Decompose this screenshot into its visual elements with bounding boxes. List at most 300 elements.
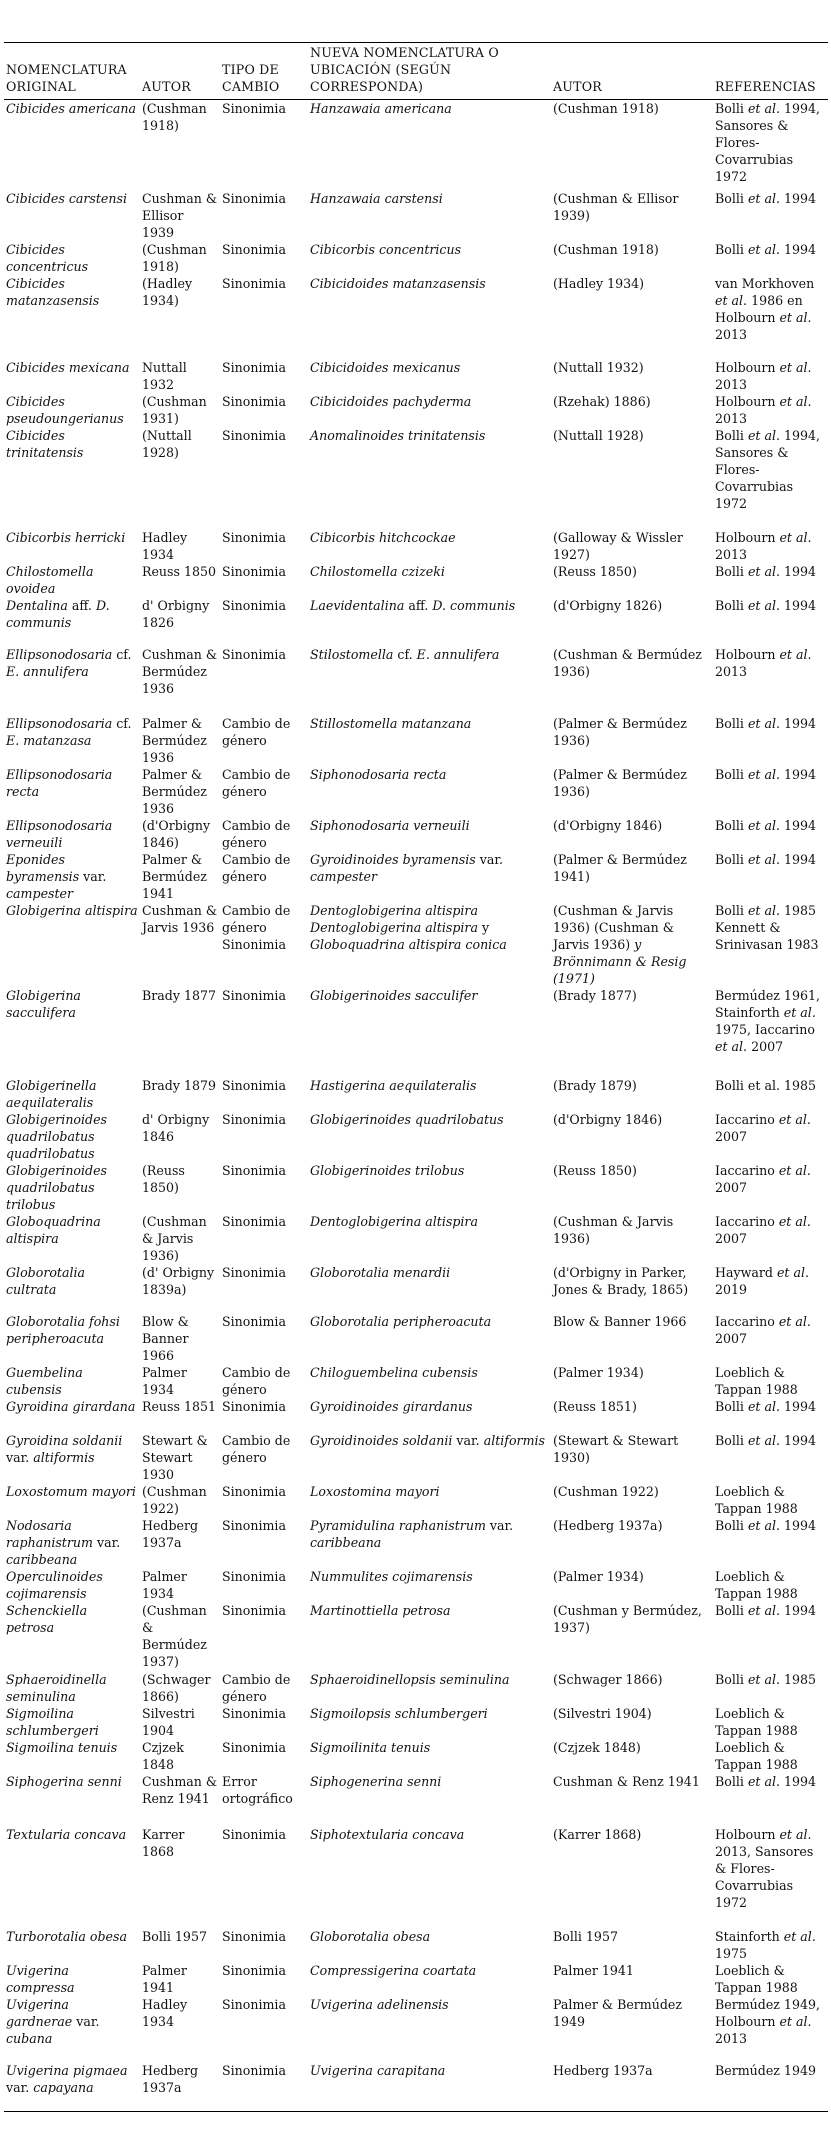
text-run: Globorotalia peripheroacuta — [310, 1313, 492, 1329]
text-run: Bolli — [715, 715, 748, 731]
text-run: et al. — [747, 597, 780, 613]
text-run: et al. — [747, 1398, 780, 1414]
cell-author: d' Orbigny 1846 — [142, 1111, 210, 1144]
cell-original — [4, 529, 140, 563]
text-run: altiformis — [33, 1449, 95, 1465]
text-run: et al. — [779, 1826, 812, 1842]
text-run: var. — [485, 1517, 514, 1533]
text-run: et al. — [747, 715, 780, 731]
text-run: 2007 — [747, 1038, 784, 1054]
cell-original — [4, 1671, 140, 1705]
cell-change-type: Cambio de género — [222, 715, 291, 748]
text-run: Globigerinella aequilateralis — [6, 1077, 97, 1110]
text-run: et al. — [778, 1111, 811, 1127]
table-row — [4, 766, 828, 817]
text-run: Iaccarino — [715, 1313, 779, 1329]
header-author: AUTOR — [140, 43, 220, 100]
cell-author: Cushman & Jarvis 1936 — [142, 902, 218, 935]
cell-author: Cushman & Ellisor 1939 — [142, 190, 218, 240]
table-row — [4, 275, 828, 359]
text-run: 2007 — [715, 1330, 748, 1346]
cell-new-nomenclature — [308, 817, 551, 851]
text-run: et al. — [747, 1517, 780, 1533]
text-run: caribbeana — [6, 1551, 78, 1567]
text-run: et al. — [747, 851, 780, 867]
text-run: 1994, Sansores & Flores-Covarrubias 1972 — [715, 101, 821, 184]
table-row — [4, 1111, 828, 1162]
cell-author: Hadley 1934 — [142, 1996, 188, 2029]
cell-references — [713, 1077, 828, 1111]
cell-references — [713, 529, 828, 563]
text-run: Globoquadrina altispira — [6, 1213, 101, 1246]
text-run: cf. — [112, 715, 132, 731]
cell-original — [4, 646, 140, 715]
cell-original — [4, 393, 140, 427]
cell-original — [4, 190, 140, 241]
table-row — [4, 1313, 828, 1364]
cell-author-new: (Cushman 1918) — [553, 241, 659, 257]
table-row — [4, 1398, 828, 1432]
text-run: var. — [79, 868, 107, 884]
cell-author-new: (Czjzek 1848) — [553, 1739, 641, 1755]
text-run: Loeblich & Tappan 1988 — [715, 1483, 798, 1516]
cell-new-nomenclature — [308, 2062, 551, 2112]
text-run: Dentoglobigerina altispira — [310, 1213, 478, 1229]
cell-references — [713, 1364, 828, 1398]
text-run: caribbeana — [310, 1534, 382, 1550]
cell-references — [713, 1264, 828, 1313]
cell-new-nomenclature — [308, 1483, 551, 1517]
table-row — [4, 1483, 828, 1517]
text-run: et al. — [715, 292, 748, 308]
table-row — [4, 1671, 828, 1705]
cell-author: Brady 1879 — [142, 1077, 217, 1093]
text-run: Anomalinoides trinitatensis — [310, 427, 486, 443]
cell-change-type: Sinonimia — [222, 275, 286, 291]
cell-original — [4, 100, 140, 190]
cell-references — [713, 902, 828, 987]
cell-original — [4, 1996, 140, 2062]
cell-original — [4, 427, 140, 529]
text-run: 2007 — [715, 1128, 748, 1144]
cell-new-nomenclature — [308, 1826, 551, 1928]
cell-original — [4, 1483, 140, 1517]
cell-references — [713, 1432, 828, 1483]
header-change-type: TIPO DE CAMBIO — [220, 43, 308, 100]
cell-references — [713, 1162, 828, 1213]
cell-author: (Cushman & Jarvis 1936) — [142, 1213, 207, 1263]
text-run: Bolli — [715, 817, 748, 833]
text-run: Bolli — [715, 1432, 748, 1448]
cell-author-new: (Hadley 1934) — [553, 275, 645, 291]
table-row — [4, 2062, 828, 2112]
text-run: Holbourn — [715, 359, 780, 375]
text-run: 1994 — [780, 1398, 817, 1414]
text-run: var. — [6, 2079, 34, 2095]
text-run: et al. — [779, 646, 812, 662]
text-run: Bolli — [715, 851, 748, 867]
cell-new-nomenclature — [308, 1264, 551, 1313]
cell-author-new: (Palmer 1934) — [553, 1568, 644, 1584]
text-run: Cibicidoides mexicanus — [310, 359, 461, 375]
table-row — [4, 902, 828, 987]
cell-change-type: Error ortográfico — [222, 1773, 293, 1806]
cell-new-nomenclature — [308, 987, 551, 1077]
text-run: (Cushman & Jarvis 1936) (Cushman & Jarvis 1936) — [553, 902, 674, 952]
text-run: Martinottiella petrosa — [310, 1602, 451, 1618]
text-run: Siphonodosaria verneuili — [310, 817, 470, 833]
cell-author-new: (Cushman y Bermúdez, 1937) — [553, 1602, 702, 1635]
cell-change-type: Sinonimia — [222, 1313, 286, 1329]
text-run: Stilostomella — [310, 646, 394, 662]
text-run: Ellipsonodosaria — [6, 646, 113, 662]
cell-author: (Reuss 1850) — [142, 1162, 185, 1195]
cell-author-new: (d'Orbigny 1846) — [553, 817, 663, 833]
text-run: Nummulites cojimarensis — [310, 1568, 473, 1584]
text-run: Loeblich & Tappan 1988 — [715, 1962, 798, 1995]
cell-author: (Cushman 1918) — [142, 101, 207, 133]
text-run: et al. — [776, 1264, 810, 1280]
text-run: Uvigerina compressa — [6, 1962, 75, 1995]
cell-change-type: Cambio de género — [222, 817, 291, 850]
cell-author: Palmer 1934 — [142, 1568, 187, 1601]
cell-author-new: (Silvestri 1904) — [553, 1705, 652, 1721]
text-run: Eponides byramensis — [6, 851, 80, 884]
table-row — [4, 1264, 828, 1313]
cell-change-type: Sinonimia — [222, 101, 286, 116]
text-run: Globorotalia cultrata — [6, 1264, 86, 1297]
cell-references — [713, 241, 828, 275]
cell-author: (Cushman & Bermúdez 1937) — [142, 1602, 207, 1669]
text-run: Iaccarino — [715, 1213, 779, 1229]
text-run: campester — [310, 868, 378, 884]
cell-change-type: Sinonimia — [222, 987, 286, 1003]
text-run: Textularia concava — [6, 1826, 127, 1842]
cell-references — [713, 359, 828, 393]
text-run: Dentalina — [6, 597, 68, 613]
cell-author: (Cushman 1922) — [142, 1483, 207, 1516]
text-run: 1975, Iaccarino — [715, 1021, 815, 1037]
cell-original — [4, 1739, 140, 1773]
table-row — [4, 1432, 828, 1483]
cell-references — [713, 2062, 828, 2112]
text-run: Globigerinoides quadrilobatus — [310, 1111, 504, 1127]
cell-author: Cushman & Renz 1941 — [142, 1773, 218, 1806]
text-run: Chilostomella ovoidea — [6, 563, 94, 596]
text-run: Iaccarino — [715, 1162, 779, 1178]
cell-new-nomenclature — [308, 1213, 551, 1264]
cell-original — [4, 902, 140, 987]
cell-change-type: Sinonimia — [222, 1826, 286, 1842]
cell-new-nomenclature — [308, 1705, 551, 1739]
cell-references — [713, 1483, 828, 1517]
text-run: et al. — [779, 529, 812, 545]
text-run: Guembelina cubensis — [6, 1364, 83, 1397]
cell-new-nomenclature — [308, 393, 551, 427]
text-run: 2013 — [715, 410, 748, 426]
cell-new-nomenclature — [308, 1739, 551, 1773]
cell-author: Cushman & Bermúdez 1936 — [142, 646, 218, 696]
cell-change-type: Sinonimia — [222, 190, 286, 206]
cell-author-new: (d'Orbigny 1846) — [553, 1111, 663, 1127]
cell-author-new: (Cushman 1922) — [553, 1483, 659, 1499]
cell-original — [4, 1826, 140, 1928]
cell-author: Reuss 1851 — [142, 1398, 217, 1414]
text-run: et al. — [747, 241, 780, 257]
cell-change-type: Sinonimia — [222, 1602, 286, 1618]
cell-change-type: Sinonimia — [222, 1517, 286, 1533]
cell-original — [4, 1773, 140, 1826]
cell-author-new: (Brady 1877) — [553, 987, 637, 1003]
cell-original — [4, 1313, 140, 1364]
cell-author: Bolli 1957 — [142, 1928, 207, 1944]
text-run: E. matanzasa — [6, 732, 92, 748]
cell-author: Palmer 1934 — [142, 1364, 187, 1397]
text-run: Bolli — [715, 1602, 748, 1618]
cell-author-new: (d'Orbigny 1826) — [553, 597, 663, 613]
cell-change-type: Sinonimia — [222, 1111, 286, 1127]
cell-new-nomenclature — [308, 427, 551, 529]
table-body — [4, 100, 828, 2112]
text-run: Sigmoilopsis schlumbergeri — [310, 1705, 488, 1721]
cell-new-nomenclature — [308, 1517, 551, 1568]
cell-references — [713, 1962, 828, 1996]
table-row — [4, 646, 828, 715]
cell-author: (Hadley 1934) — [142, 275, 193, 308]
text-run: Sigmoilinita tenuis — [310, 1739, 431, 1755]
text-run: Loeblich & Tappan 1988 — [715, 1568, 798, 1601]
text-run: 1985 Kennett & Srinivasan 1983 — [715, 902, 819, 952]
text-run: et al. — [747, 1773, 780, 1789]
cell-author-new: (Schwager 1866) — [553, 1671, 663, 1687]
cell-new-nomenclature — [308, 1313, 551, 1364]
text-run: Globigerinoides sacculifer — [310, 987, 478, 1003]
text-run: et al. — [747, 766, 780, 782]
cell-references — [713, 1602, 828, 1671]
text-run: Cibicidoides pachyderma — [310, 393, 472, 409]
cell-change-type: Sinonimia — [222, 1928, 286, 1944]
text-run: 1994 — [780, 817, 817, 833]
text-run: Globigerinoides quadrilobatus trilobus — [6, 1162, 108, 1212]
cell-author: Hedberg 1937a — [140, 2062, 220, 2112]
text-run: altiformis — [483, 1432, 546, 1448]
cell-original — [4, 1928, 140, 1962]
cell-change-type: Sinonimia — [222, 529, 286, 545]
text-run: Gyroidinoides byramensis — [310, 851, 476, 867]
cell-change-type: Sinonimia — [222, 1162, 286, 1178]
text-run: 1994 — [780, 851, 817, 867]
cell-author-new — [551, 902, 713, 987]
table-header-row — [4, 43, 828, 100]
cell-original — [4, 241, 140, 275]
text-run: Gyroidina soldanii — [6, 1432, 123, 1448]
cell-author-new: (Karrer 1868) — [553, 1826, 642, 1842]
text-run: D. communis — [432, 597, 516, 613]
cell-original — [4, 1517, 140, 1568]
cell-references — [713, 1671, 828, 1705]
cell-new-nomenclature — [308, 766, 551, 817]
cell-change-type: Sinonimia — [222, 1962, 286, 1978]
text-run: campester — [6, 885, 74, 901]
table-row — [4, 1568, 828, 1602]
cell-change-type: Sinonimia — [222, 1568, 286, 1584]
text-run: Cibicides carstensi — [6, 190, 127, 206]
cell-new-nomenclature — [308, 646, 551, 715]
text-run: Hanzawaia carstensi — [310, 190, 443, 206]
table-row — [4, 1077, 828, 1111]
cell-author-new: Palmer & Bermúdez 1949 — [553, 1996, 683, 2029]
table-row — [4, 597, 828, 646]
table-row — [4, 1773, 828, 1826]
text-run: Stainforth — [715, 1928, 784, 1944]
text-run: y — [477, 919, 490, 935]
cell-original — [4, 766, 140, 817]
table-row — [4, 1739, 828, 1773]
cell-new-nomenclature — [308, 1432, 551, 1483]
cell-author: Silvestri 1904 — [142, 1705, 195, 1738]
cell-original — [4, 1568, 140, 1602]
cell-original — [4, 715, 140, 766]
text-run: 1985 — [780, 1671, 817, 1687]
cell-author-new: (Cushman & Bermúdez 1936) — [553, 646, 702, 679]
text-run: Bolli — [715, 1398, 748, 1414]
text-run: et al. — [779, 2013, 812, 2029]
cell-author-new: (Stewart & Stewart 1930) — [553, 1432, 679, 1465]
cell-new-nomenclature — [308, 1962, 551, 1996]
text-run: Chiloguembelina cubensis — [310, 1364, 478, 1380]
text-run: 1986 en Holbourn — [715, 292, 803, 325]
text-run: et al. — [778, 1213, 811, 1229]
table-row — [4, 1996, 828, 2062]
text-run: Globigerinoides quadrilobatus quadrilobatus — [6, 1111, 108, 1161]
text-run: Cibicides mexicana — [6, 359, 130, 375]
text-run: Schenckiella petrosa — [6, 1602, 88, 1635]
cell-author-new: (Palmer & Bermúdez 1941) — [553, 851, 687, 884]
text-run: et al. — [779, 309, 812, 325]
table-row — [4, 1517, 828, 1568]
cell-references — [713, 987, 828, 1077]
text-run: Bolli — [715, 190, 748, 206]
text-run: et al. — [779, 359, 812, 375]
text-run: Gyroidinoides soldanii — [310, 1432, 453, 1448]
cell-original — [4, 2062, 140, 2112]
cell-author-new: (Cushman 1918) — [553, 101, 659, 116]
text-run: 2013 — [715, 663, 748, 679]
table-row — [4, 1962, 828, 1996]
cell-references — [713, 1213, 828, 1264]
cell-original — [4, 563, 140, 597]
header-author-new: AUTOR — [551, 43, 713, 100]
text-run: Bolli et al. 1985 — [715, 1077, 817, 1093]
text-run: Hanzawaia americana — [310, 101, 452, 116]
cell-references — [713, 1996, 828, 2062]
cell-references — [713, 275, 828, 359]
cell-change-type: Sinonimia — [222, 393, 286, 409]
cell-author: Nuttall 1932 — [142, 359, 187, 392]
text-run: 2013 — [715, 376, 748, 392]
text-run: Bolli — [715, 902, 748, 918]
text-run: Stillostomella matanzana — [310, 715, 472, 731]
text-run: Loeblich & Tappan 1988 — [715, 1705, 798, 1738]
cell-references — [713, 851, 828, 902]
cell-new-nomenclature — [308, 529, 551, 563]
table-row — [4, 1213, 828, 1264]
text-run: Ellipsonodosaria verneuili — [6, 817, 113, 850]
text-run: Uvigerina gardnerae — [6, 1996, 73, 2029]
text-run: y Brönnimann & Resig (1971) — [553, 936, 687, 986]
cell-references — [713, 1398, 828, 1432]
table-row — [4, 393, 828, 427]
text-run: 2007 — [715, 1230, 748, 1246]
text-run: et al. — [783, 1004, 816, 1020]
text-run: E. annulifera — [416, 646, 500, 662]
cell-original — [4, 1398, 140, 1432]
text-run: 1994 — [780, 597, 817, 613]
text-run: Bermúdez 1949 — [715, 2062, 816, 2078]
text-run: Nodosaria raphanistrum — [6, 1517, 93, 1550]
text-run: Uvigerina carapitana — [310, 2062, 446, 2078]
text-run: 1994 — [780, 241, 817, 257]
cell-references — [713, 1111, 828, 1162]
cell-references — [713, 563, 828, 597]
cell-change-type: Cambio de género — [222, 766, 291, 799]
cell-author-new: (Reuss 1850) — [553, 1162, 637, 1178]
text-run: Bolli — [715, 1517, 748, 1533]
cell-change-type: Sinonimia — [222, 1483, 286, 1499]
cell-new-nomenclature — [308, 1111, 551, 1162]
text-run: 1994 — [780, 563, 817, 579]
text-run: var. — [6, 1449, 34, 1465]
cell-references — [713, 646, 828, 715]
cell-author-new: (Palmer & Bermúdez 1936) — [553, 766, 687, 799]
text-run: Bolli — [715, 241, 748, 257]
text-run: et al. — [747, 1602, 780, 1618]
text-run: et al. — [783, 1928, 816, 1944]
cell-original — [4, 1364, 140, 1398]
text-run: 1975 — [715, 1945, 748, 1961]
cell-author-new: Palmer 1941 — [553, 1962, 634, 1978]
cell-new-nomenclature — [308, 1996, 551, 2062]
text-run: Cibicorbis hitchcockae — [310, 529, 456, 545]
text-run: et al. — [779, 393, 812, 409]
table-row — [4, 1364, 828, 1398]
nomenclature-table — [4, 42, 828, 2112]
text-run: cf. — [393, 646, 417, 662]
text-run: 1994 — [780, 766, 817, 782]
table-row — [4, 1928, 828, 1962]
text-run: Cibicorbis herricki — [6, 529, 126, 545]
cell-change-type: Cambio de género — [222, 1671, 291, 1704]
text-run: Pyramidulina raphanistrum — [310, 1517, 486, 1533]
cell-new-nomenclature — [308, 1568, 551, 1602]
cell-author: d' Orbigny 1826 — [142, 597, 210, 630]
text-run: Bolli — [715, 1773, 748, 1789]
cell-new-nomenclature — [308, 1077, 551, 1111]
cell-references — [713, 766, 828, 817]
text-run: Dentoglobigerina altispira Dentoglobigerina altispira — [310, 902, 478, 935]
text-run: Turborotalia obesa — [6, 1928, 127, 1944]
cell-references — [713, 1517, 828, 1568]
cell-change-type: Sinonimia — [222, 1077, 286, 1093]
cell-author: (d'Orbigny 1846) — [142, 817, 211, 850]
text-run: 2013 — [715, 2030, 748, 2046]
cell-change-type: Sinonimia — [222, 1996, 286, 2012]
text-run: et al. — [747, 563, 780, 579]
text-run: 2013 — [715, 326, 748, 342]
text-run: Bolli — [715, 597, 748, 613]
cell-references — [713, 1773, 828, 1826]
text-run: Cibicides concentricus — [6, 241, 89, 274]
